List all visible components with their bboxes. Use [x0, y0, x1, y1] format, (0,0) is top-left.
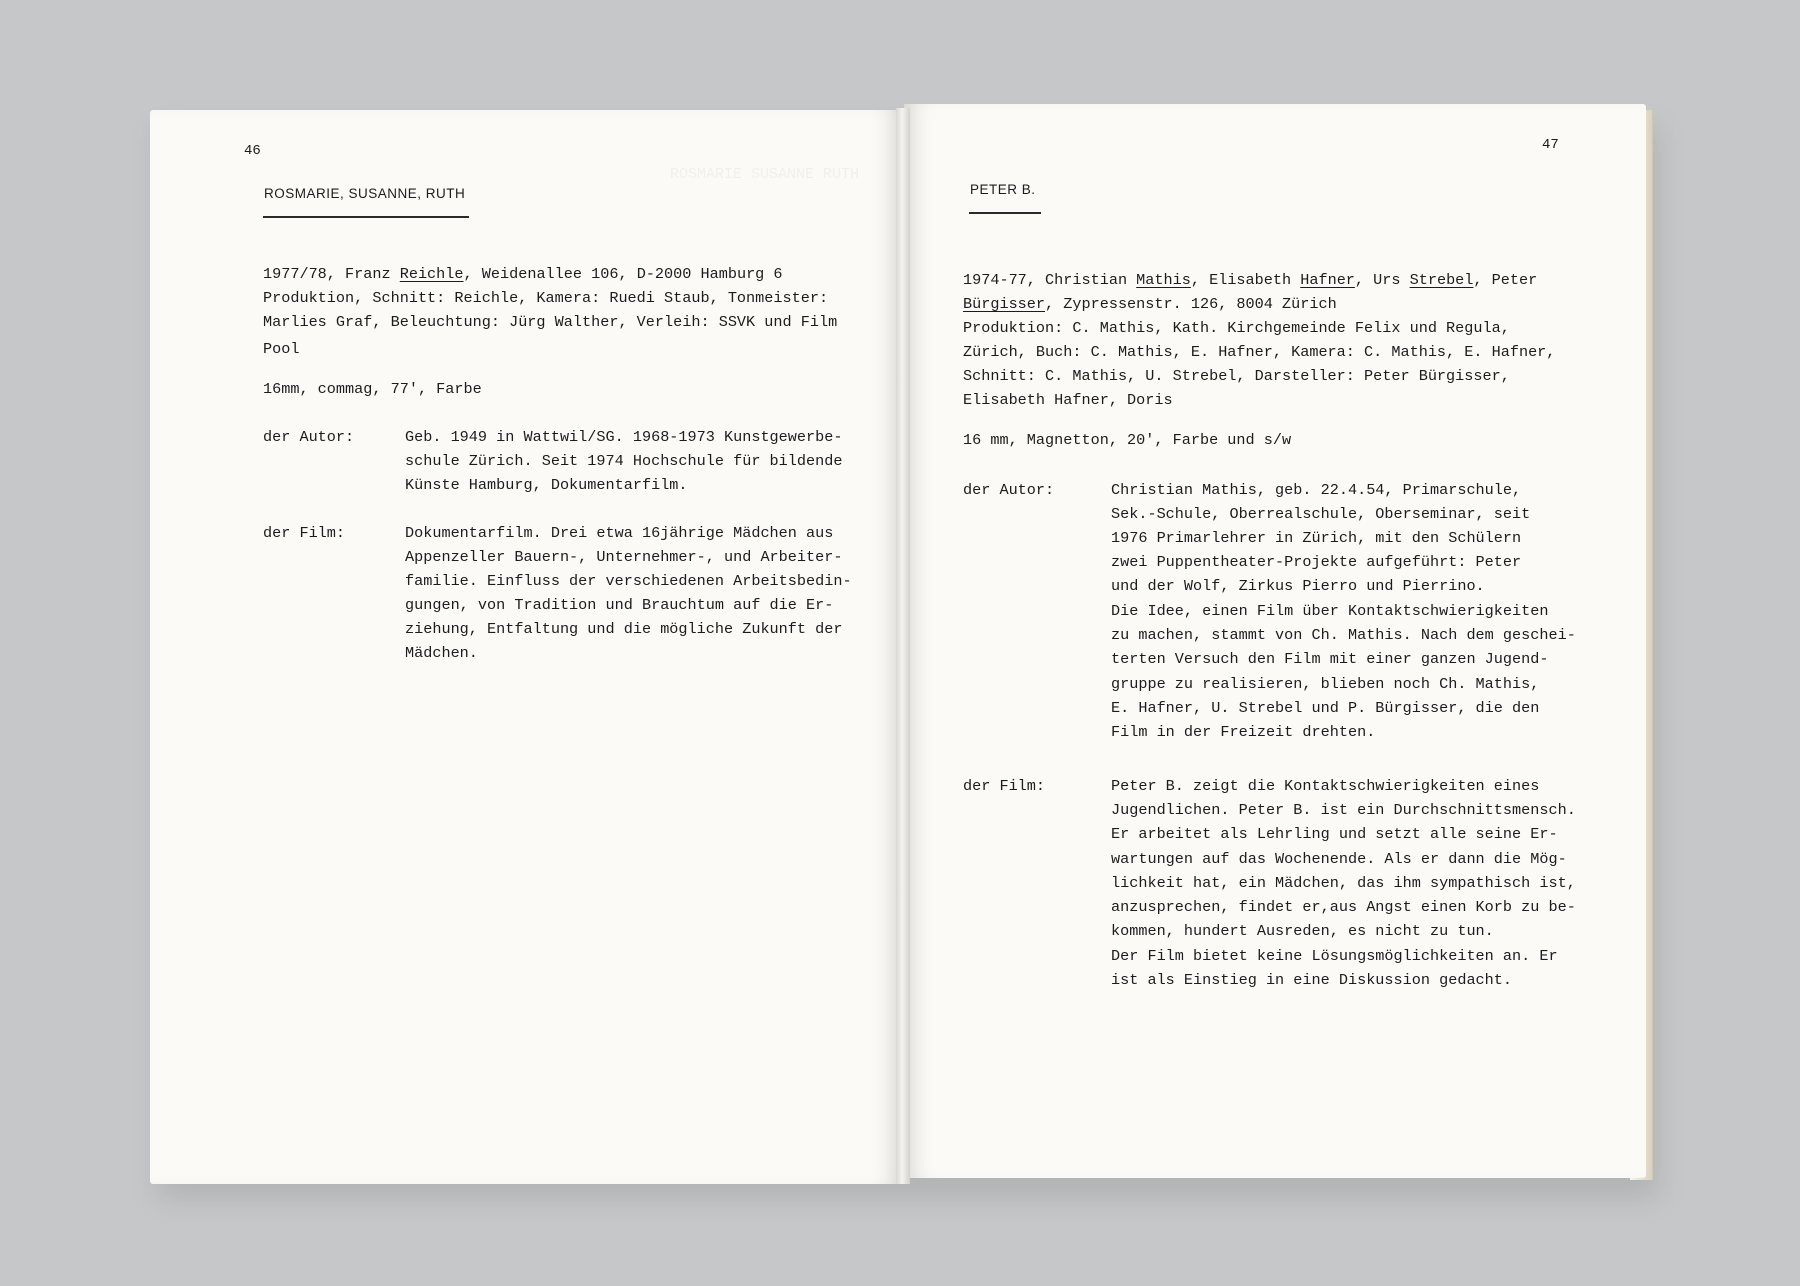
right-autor-line-11: Film in der Freizeit drehten.: [1111, 723, 1376, 741]
left-credits-line-4: Pool: [263, 340, 300, 358]
left-autor-line-3: Künste Hamburg, Dokumentarfilm.: [405, 476, 688, 494]
right-autor-line-6: Die Idee, einen Film über Kontaktschwierigkeiten: [1111, 602, 1549, 620]
left-film-line-2: Appenzeller Bauern-, Unternehmer-, und Arbeiter-: [405, 548, 843, 566]
right-credits-line-3: Produktion: C. Mathis, Kath. Kirchgemeinde Felix und Regula,: [963, 319, 1510, 337]
author-name-hafner: Hafner: [1300, 271, 1355, 289]
author-name-reichle: Reichle: [399, 265, 464, 283]
right-autor-line-3: 1976 Primarlehrer in Zürich, mit den Schülern: [1111, 529, 1522, 547]
show-through: [670, 162, 859, 187]
right-title-rule: [969, 212, 1041, 214]
right-page-title: PETER B.: [970, 182, 1036, 197]
left-film-line-6: Mädchen.: [405, 644, 478, 662]
left-title-rule: [263, 216, 469, 218]
left-credits-line-1: [263, 262, 783, 286]
left-film-line-5: ziehung, Entfaltung und die mögliche Zukunft der: [405, 620, 843, 638]
right-credits-line-2: [963, 292, 1337, 316]
right-autor-label: der Autor:: [963, 481, 1055, 499]
author-name-strebel: Strebel: [1409, 271, 1474, 289]
right-autor-line-1: Christian Mathis, geb. 22.4.54, Primarschule,: [1111, 481, 1522, 499]
left-film-line-4: gungen, von Tradition und Brauchtum auf die Er-: [405, 596, 834, 614]
right-film-line-2: Jugendlichen. Peter B. ist ein Durchschnittsmensch.: [1111, 801, 1576, 819]
right-format-line: 16 mm, Magnetton, 20', Farbe und s/w: [963, 431, 1292, 449]
right-film-line-4: wartungen auf das Wochenende. Als er dann die Mög-: [1111, 850, 1567, 868]
right-autor-line-8: terten Versuch den Film mit einer ganzen Jugend-: [1111, 650, 1549, 668]
right-credits-line-5: Schnitt: C. Mathis, U. Strebel, Darsteller: Peter Bürgisser,: [963, 367, 1510, 385]
right-credits-sep-3: , Peter: [1473, 271, 1538, 289]
right-autor-line-10: E. Hafner, U. Strebel und P. Bürgisser, die den: [1111, 699, 1540, 717]
left-page-title: ROSMARIE, SUSANNE, RUTH: [264, 186, 466, 201]
right-autor-line-9: gruppe zu realisieren, blieben noch Ch. Mathis,: [1111, 675, 1540, 693]
right-credits-line-6: Elisabeth Hafner, Doris: [963, 391, 1173, 409]
book-gutter: [896, 108, 910, 1184]
left-credits-line-3: Marlies Graf, Beleuchtung: Jürg Walther, Verleih: SSVK und Film: [263, 313, 838, 331]
right-film-line-9: ist als Einstieg in eine Diskussion gedacht.: [1111, 971, 1513, 989]
right-credits-sep-1: , Elisabeth: [1190, 271, 1301, 289]
left-autor-line-1: Geb. 1949 in Wattwil/SG. 1968-1973 Kunstgewerbe-: [405, 428, 843, 446]
left-credits-line-2: Produktion, Schnitt: Reichle, Kamera: Ruedi Staub, Tonmeister:: [263, 289, 829, 307]
right-autor-line-7: zu machen, stammt von Ch. Mathis. Nach dem geschei-: [1111, 626, 1576, 644]
left-format-line: 16mm, commag, 77', Farbe: [263, 380, 482, 398]
right-credits-year: 1974-77, Christian: [963, 271, 1137, 289]
left-credits-address: , Weidenallee 106, D-2000 Hamburg 6: [463, 265, 783, 283]
left-credits-year: 1977/78, Franz: [263, 265, 400, 283]
right-film-line-1: Peter B. zeigt die Kontaktschwierigkeiten eines: [1111, 777, 1540, 795]
right-film-line-6: anzusprechen, findet er,aus Angst einen Korb zu be-: [1111, 898, 1576, 916]
right-film-line-7: kommen, hundert Ausreden, es nicht zu tun.: [1111, 922, 1494, 940]
author-name-mathis: Mathis: [1136, 271, 1191, 289]
page-number-right: 47: [1542, 137, 1559, 153]
left-autor-line-2: schule Zürich. Seit 1974 Hochschule für bildende: [405, 452, 843, 470]
right-credits-sep-2: , Urs: [1354, 271, 1410, 289]
right-film-label: der Film:: [963, 777, 1046, 795]
right-autor-line-5: und der Wolf, Zirkus Pierro und Pierrino.: [1111, 577, 1485, 595]
right-autor-line-2: Sek.-Schule, Oberrealschule, Oberseminar, seit: [1111, 505, 1531, 523]
left-film-line-3: familie. Einfluss der verschiedenen Arbeitsbedin-: [405, 572, 852, 590]
right-film-line-3: Er arbeitet als Lehrling und setzt alle seine Er-: [1111, 825, 1558, 843]
left-film-line-1: Dokumentarfilm. Drei etwa 16jährige Mädchen aus: [405, 524, 834, 542]
right-film-line-5: lichkeit hat, ein Mädchen, das ihm sympathisch ist,: [1111, 874, 1576, 892]
left-autor-label: der Autor:: [263, 428, 355, 446]
page-number-left: 46: [244, 143, 261, 159]
right-credits-line-1: [963, 268, 1537, 292]
right-credits-line-4: Zürich, Buch: C. Mathis, E. Hafner, Kamera: C. Mathis, E. Hafner,: [963, 343, 1556, 361]
left-film-label: der Film:: [263, 524, 346, 542]
right-film-line-8: Der Film bietet keine Lösungsmöglichkeiten an. Er: [1111, 947, 1558, 965]
right-credits-address: , Zypressenstr. 126, 8004 Zürich: [1045, 295, 1337, 313]
author-name-buergisser: Bürgisser: [963, 295, 1046, 313]
right-autor-line-4: zwei Puppentheater-Projekte aufgeführt: Peter: [1111, 553, 1522, 571]
